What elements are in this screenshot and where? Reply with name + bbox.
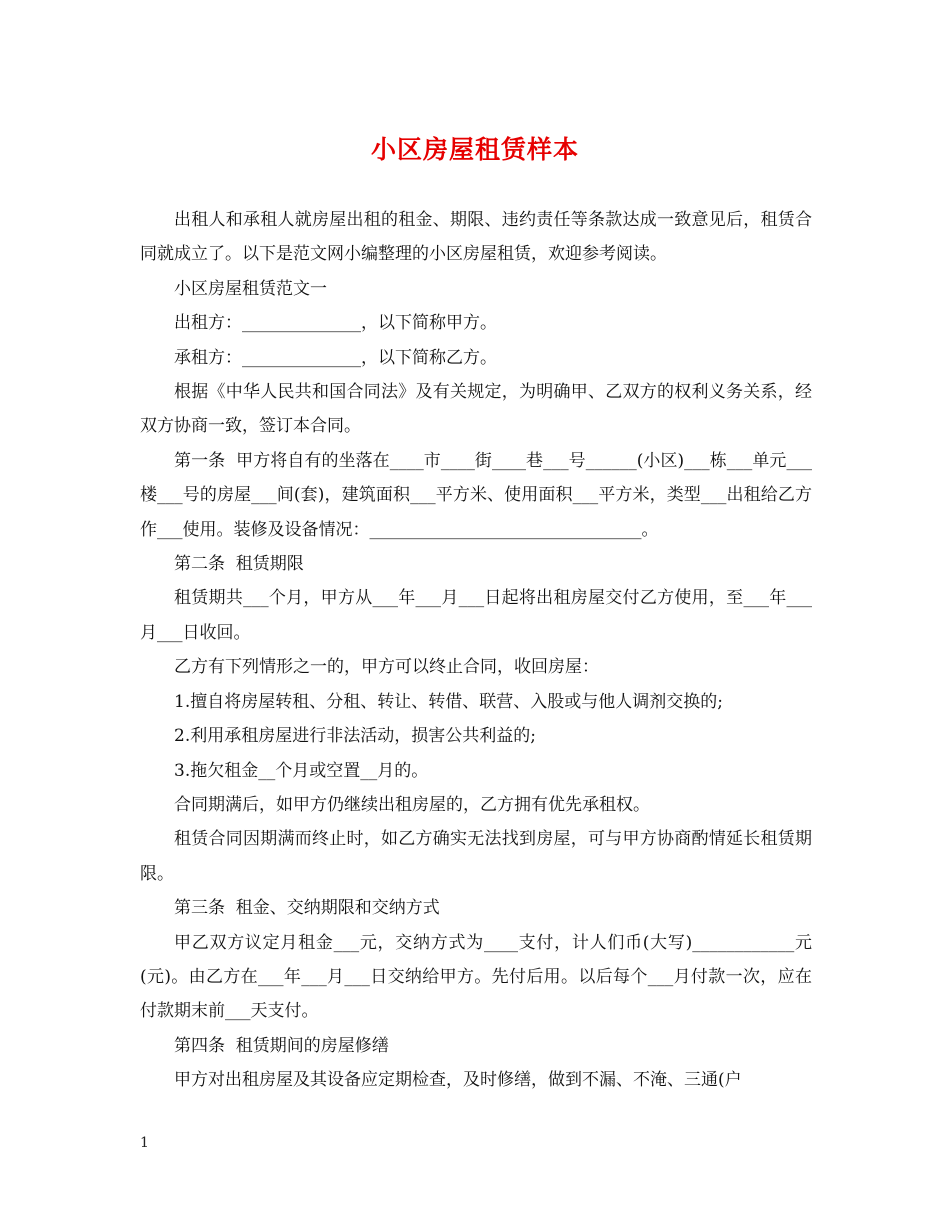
paragraph: 合同期满后，如甲方仍继续出租房屋的，乙方拥有优先承租权。 [174, 794, 650, 815]
paragraph: 第二条 租赁期限 [174, 554, 304, 575]
paragraph: 承租方：______________，以下简称乙方。 [174, 347, 497, 368]
paragraph: 出租人和承租人就房屋出租的租金、期限、违约责任等条款达成一致意见后，租赁合同就成立了。以下是范文网小编整理的小区房屋租赁，欢迎参考阅读。 [140, 210, 812, 265]
paragraph: 出租方：______________，以下简称甲方。 [174, 313, 497, 334]
paragraph: 根据《中华人民共和国合同法》及有关规定，为明确甲、乙双方的权利义务关系，经双方协商一致，签订本合同。 [140, 382, 812, 437]
paragraph: 租赁期共___个月，甲方从___年___月___日起将出租房屋交付乙方使用，至___年___月___日收回。 [140, 588, 812, 643]
paragraph: 租赁合同因期满而终止时，如乙方确实无法找到房屋，可与甲方协商酌情延长租赁期限。 [140, 829, 812, 884]
paragraph: 3.拖欠租金__个月或空置__月的。 [174, 760, 429, 781]
paragraph: 2.利用承租房屋进行非法活动，损害公共利益的; [174, 726, 536, 747]
paragraph: 第三条 租金、交纳期限和交纳方式 [174, 898, 440, 919]
document-title: 小区房屋租赁样本 [370, 135, 579, 164]
paragraph: 1.擅自将房屋转租、分租、转让、转借、联营、入股或与他人调剂交换的; [174, 691, 723, 712]
paragraph: 甲方对出租房屋及其设备应定期检查，及时修缮，做到不漏、不淹、三通(户 [174, 1070, 742, 1091]
paragraph: 第一条 甲方将自有的坐落在____市____街____巷___号______(小区)___栋___单元___楼___号的房屋___间(套)，建筑面积___平方米、使用面积___平方米，类型___出租给乙方作___使用。装修及设备情况：________________________________。 [140, 450, 812, 540]
page-number: 1 [140, 1135, 149, 1151]
paragraph: 乙方有下列情形之一的，甲方可以终止合同，收回房屋： [174, 657, 599, 678]
paragraph: 甲乙双方议定月租金___元，交纳方式为____支付，计人们币(大写)____________元(元)。由乙方在___年___月___日交纳给甲方。先付后用。以后每个___月付款一次，应在付款期末前___天支付。 [140, 932, 812, 1022]
document-body [140, 203, 812, 1098]
paragraph: 小区房屋租赁范文一 [174, 278, 327, 299]
paragraph: 第四条 租赁期间的房屋修缮 [174, 1035, 389, 1056]
